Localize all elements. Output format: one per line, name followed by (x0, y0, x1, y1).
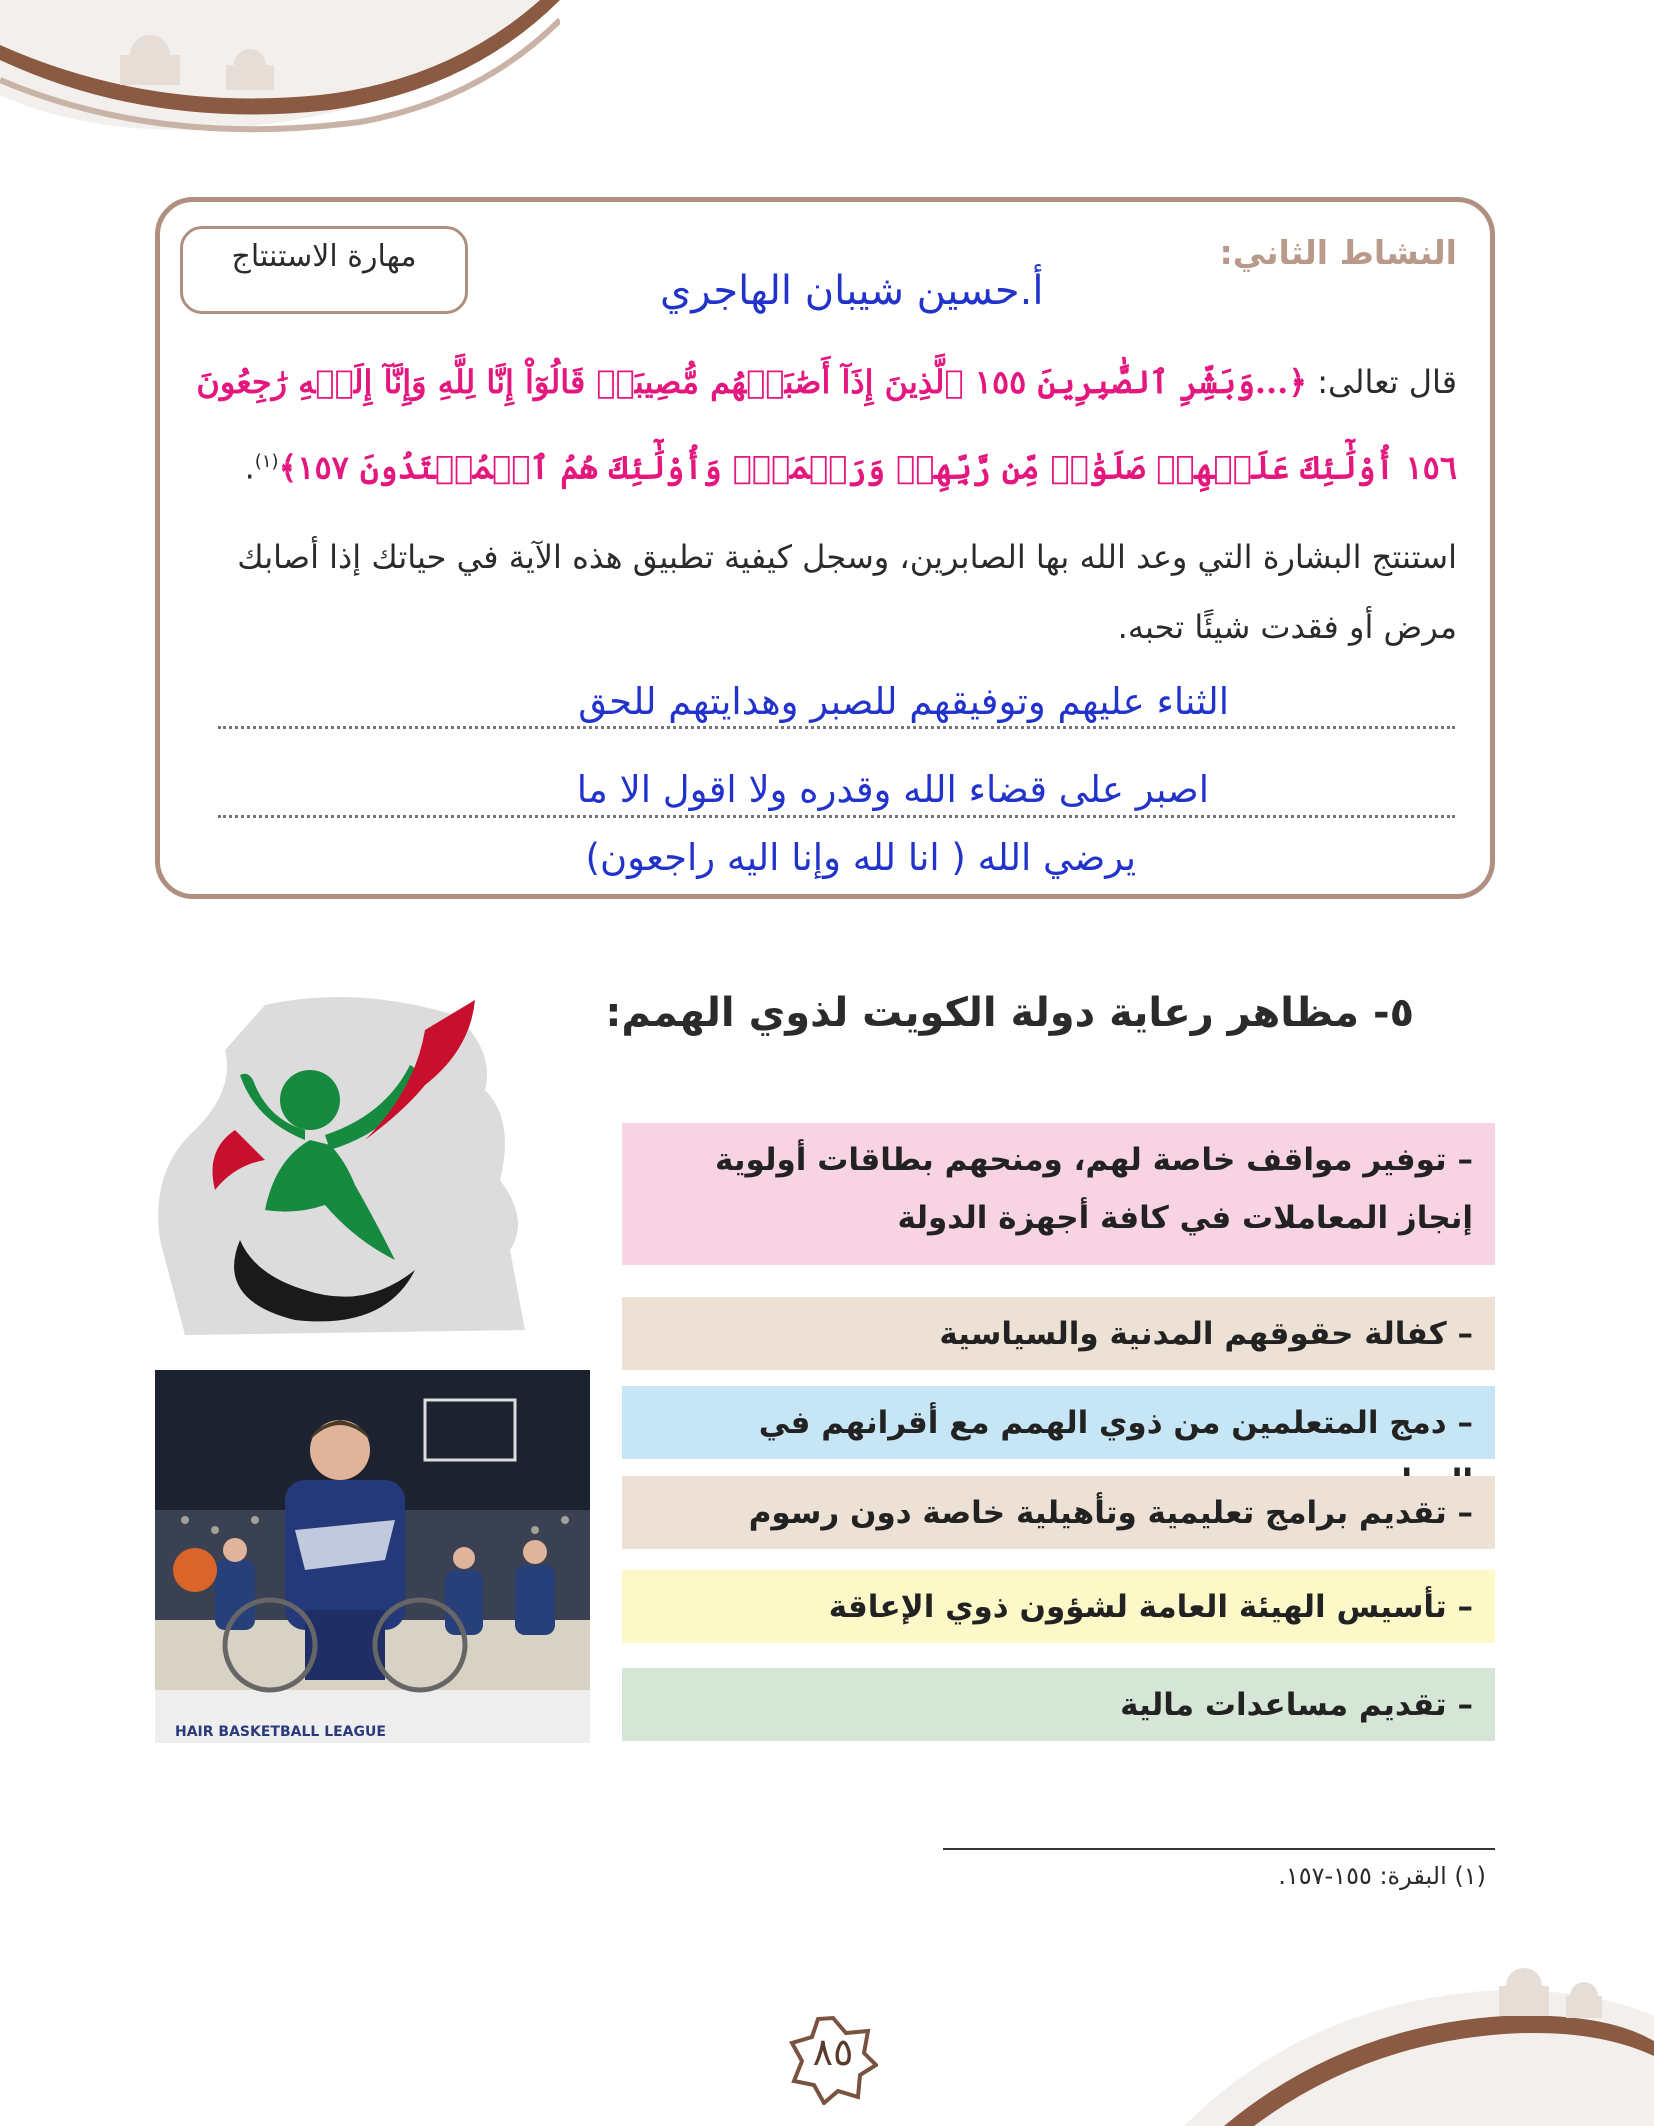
list-item: – توفير مواقف خاصة لهم، ومنحهم بطاقات أولوية إنجاز المعاملات في كافة أجهزة الدولة (622, 1123, 1495, 1265)
list-item: – تقديم برامج تعليمية وتأهيلية خاصة دون رسوم (622, 1476, 1495, 1549)
answer-dotted-line-2 (218, 815, 1455, 818)
top-corner-ornament (0, 0, 560, 150)
verse-text-2: ١٥٦ أُوْلَٰٓئِكَ عَلَيۡهِمۡ صَلَوَٰتٞ مِّن رَّبِّهِمۡ وَرَحۡمَةٞۖ وَأُوْلَٰٓئِكَ هُمُ ٱلۡمُهۡتَدُونَ ١٥٧﴾ (278, 448, 1457, 487)
verse-text-1: ﴿...وَبَشِّرِ ٱلصَّٰبِرِينَ ١٥٥ ٱلَّذِينَ إِذَآ أَصَٰبَتۡهُم مُّصِيبَةٞ قَالُوٓاْ إِنَّا لِلَّهِ وَإِنَّآ إِلَيۡهِ رَٰجِعُونَ (196, 363, 1308, 401)
answer-line-3: يرضي الله ( انا لله وإنا اليه راجعون) (585, 836, 1136, 879)
bottom-corner-ornament (1184, 1946, 1654, 2126)
activity-title: النشاط الثاني: (1219, 233, 1457, 272)
list-item: – دمج المتعلمين من ذوي الهمم مع أقرانهم في (622, 1386, 1495, 1459)
kuwait-disability-logo (155, 990, 585, 1340)
skill-badge: مهارة الاستنتاج (180, 226, 468, 314)
footnote-divider (943, 1848, 1495, 1850)
list-item: – تأسيس الهيئة العامة لشؤون ذوي الإعاقة (622, 1570, 1495, 1643)
list-item: – كفالة حقوقهم المدنية والسياسية (622, 1297, 1495, 1370)
list-item: – تقديم مساعدات مالية (622, 1668, 1495, 1741)
footnote: (١) البقرة: ١٥٥-١٥٧. (1278, 1862, 1486, 1890)
verse-footnote-ref: (١) (254, 451, 279, 472)
activity-instruction: استنتج البشارة التي وعد الله بها الصابرين، وسجل كيفية تطبيق هذه الآية في حياتك إذا أصابك مرض أو فقدت شيئًا تحبه. (237, 538, 1457, 646)
verse-lead: قال تعالى: (1307, 363, 1457, 401)
page-number: ٨٥ (812, 2030, 854, 2074)
verse-line-2: ١٥٦ أُوْلَٰٓئِكَ عَلَيۡهِمۡ صَلَوَٰتٞ مِّن رَّبِّهِمۡ وَرَحۡمَةٞۖ وَأُوْلَٰٓئِكَ هُمُ ٱلۡمُهۡتَدُونَ ١٥٧﴾$^{(١)}$. (244, 448, 1457, 487)
verse-line-1 (167, 358, 1457, 406)
answer-dotted-line-1 (218, 726, 1455, 729)
wheelchair-basketball-photo (155, 1370, 590, 1743)
teacher-name: أ.حسين شيبان الهاجري (660, 268, 1044, 314)
photo-banner-text: HAIR BASKETBALL LEAGUE (175, 1724, 386, 1740)
answer-line-2: اصبر على قضاء الله وقدره ولا اقول الا ما (576, 768, 1209, 811)
answer-line-1: الثناء عليهم وتوفيقهم للصبر وهدايتهم للحق (578, 680, 1229, 723)
section-title: ٥- مظاهر رعاية دولة الكويت لذوي الهمم: (605, 990, 1414, 1036)
